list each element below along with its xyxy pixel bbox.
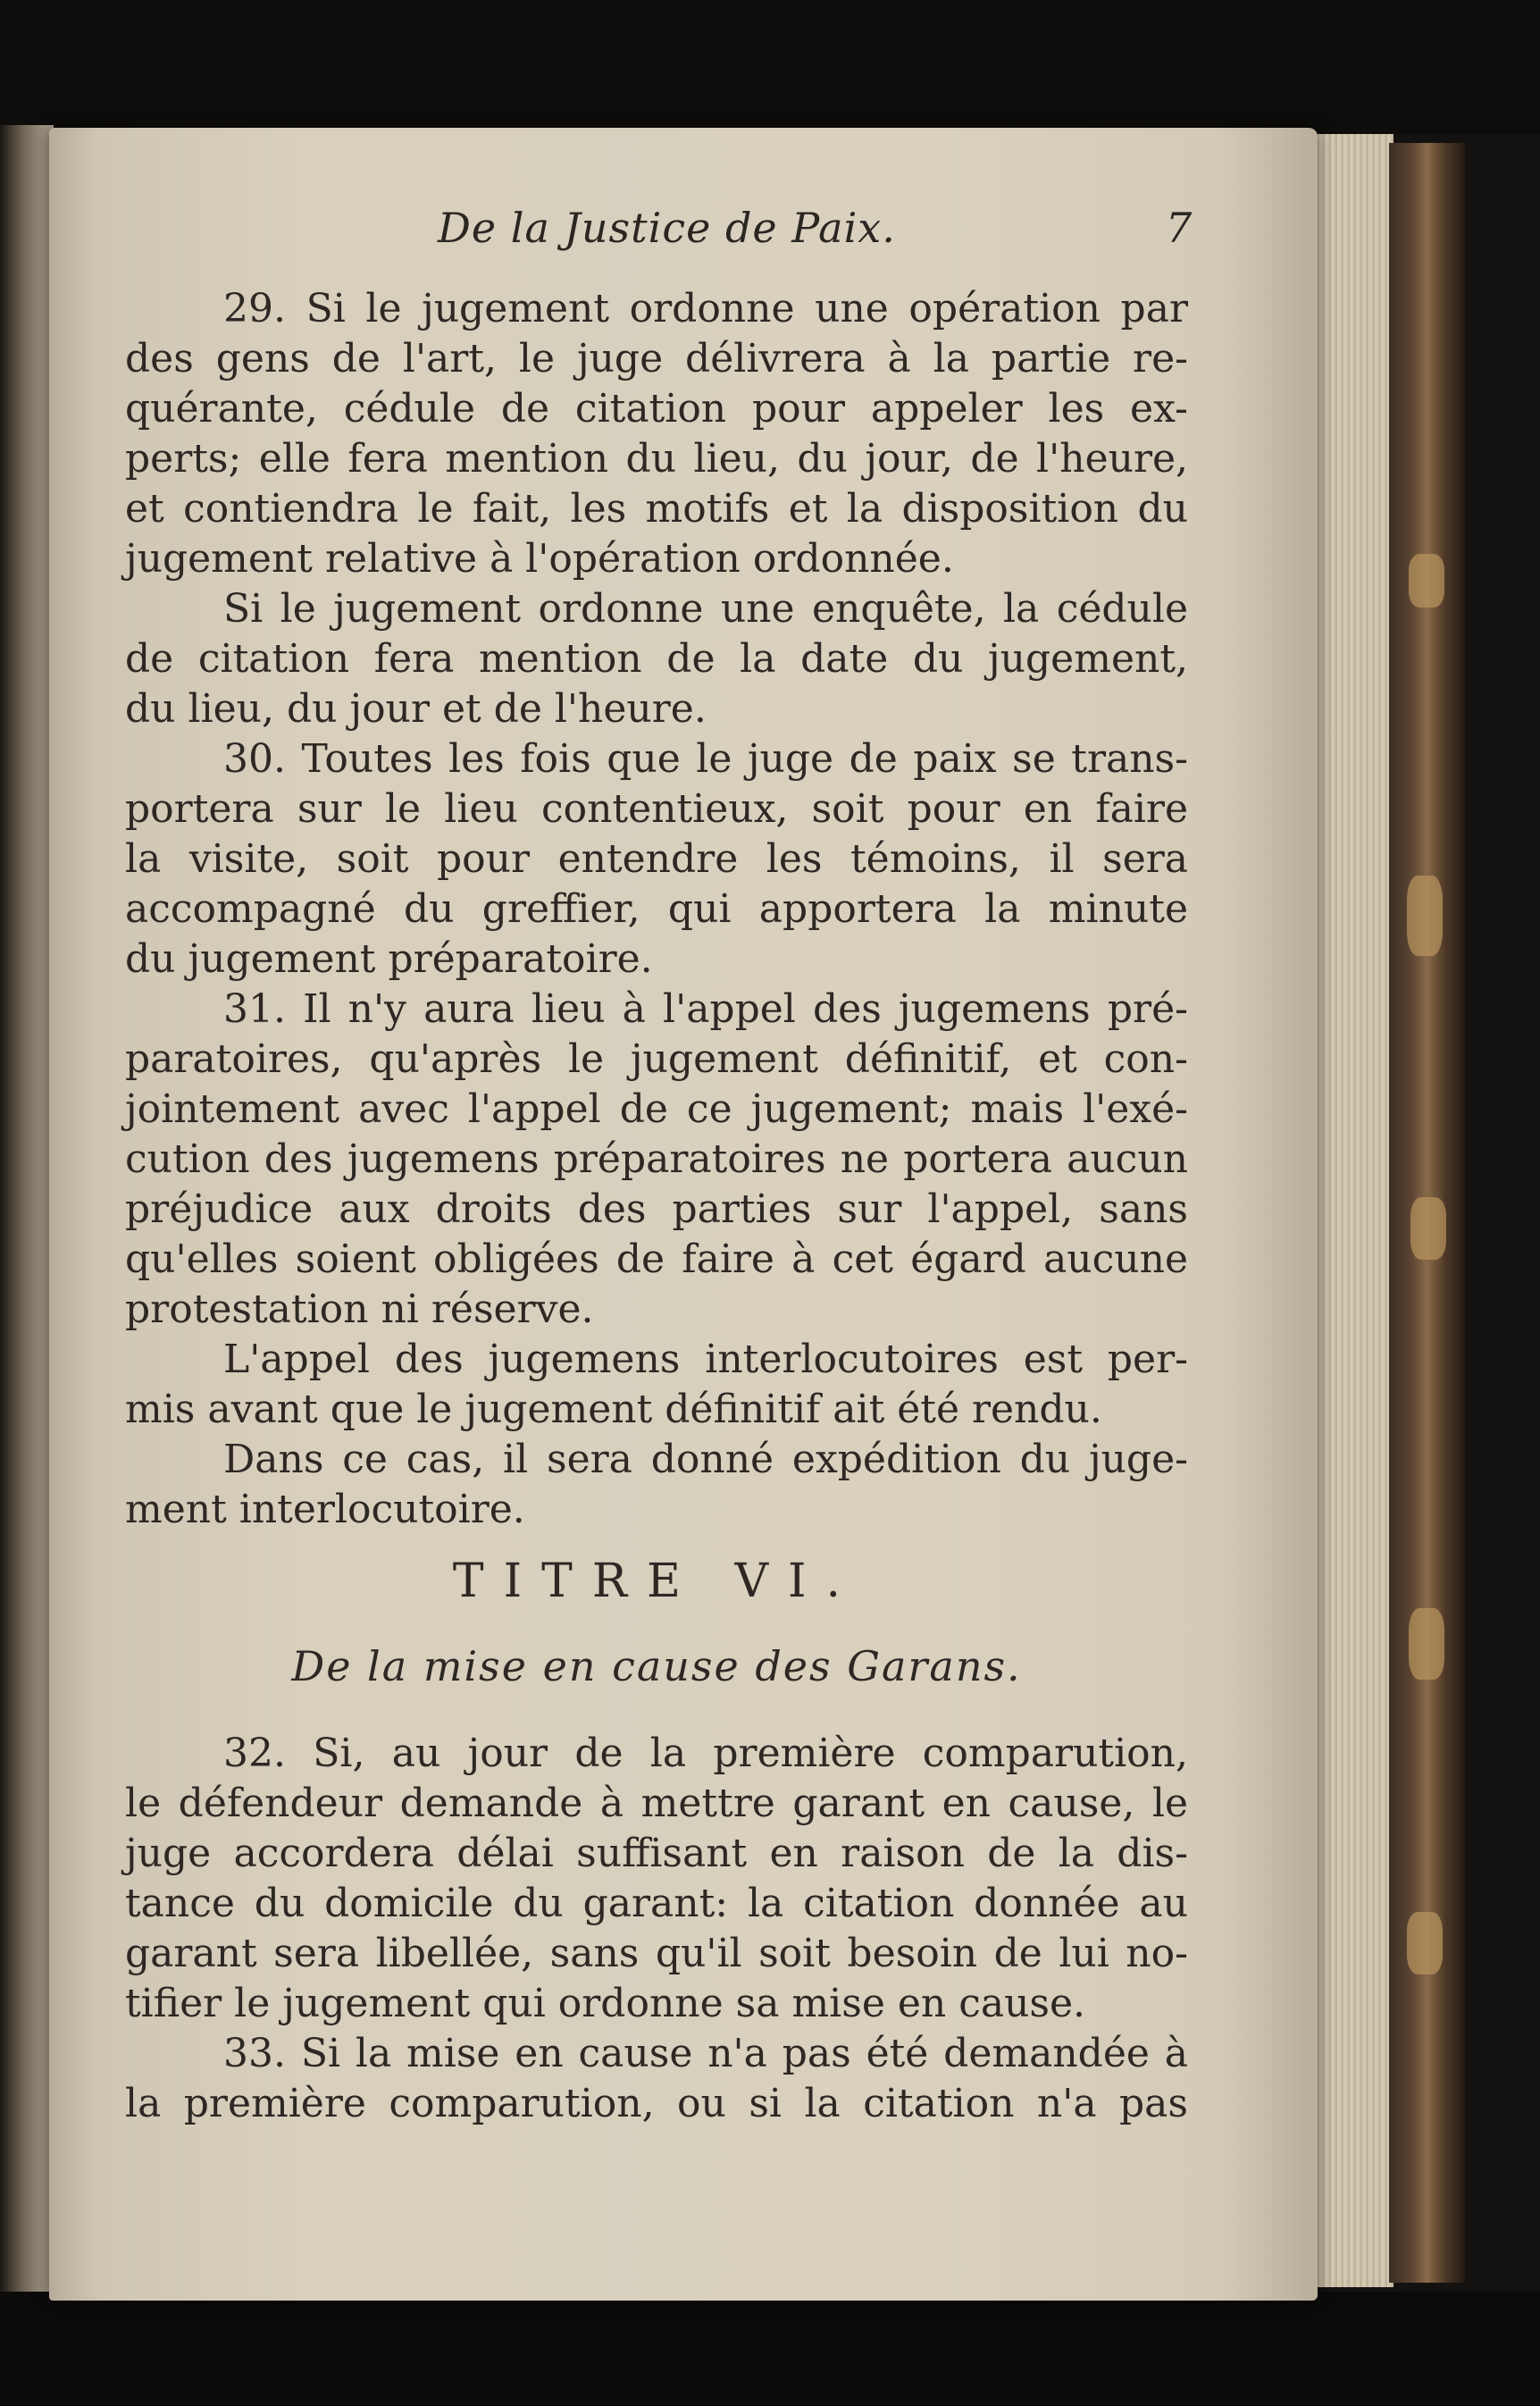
text-line: cution des jugemens préparatoires ne portera aucun	[125, 1136, 1188, 1182]
text-line: tifier le jugement qui ordonne sa mise en cause.	[125, 1981, 1086, 2026]
background-bottom	[0, 2292, 1540, 2406]
text-line: et contiendra le fait, les motifs et la disposition du	[125, 486, 1188, 532]
running-title: De la Justice de Paix.	[438, 204, 896, 252]
text-line: 29. Si le jugement ordonne une opération par	[223, 286, 1188, 331]
text-line: du lieu, du jour et de l'heure.	[125, 686, 707, 732]
text-line: la première comparution, ou si la citation n'a pas	[125, 2081, 1188, 2126]
text-line: L'appel des jugemens interlocutoires est per-	[223, 1337, 1188, 1382]
text-line: Si le jugement ordonne une enquête, la cédule	[223, 586, 1188, 632]
spine-ornament	[1409, 1608, 1444, 1680]
text-line: 30. Toutes les fois que le juge de paix se trans-	[223, 736, 1188, 782]
spine-ornament	[1409, 554, 1444, 608]
text-line: garant sera libellée, sans qu'il soit besoin de lui no-	[125, 1931, 1188, 1976]
text-line: qu'elles soient obligées de faire à cet égard aucune	[125, 1237, 1188, 1282]
running-head	[125, 204, 1197, 266]
text-line: mis avant que le jugement définitif ait été rendu.	[125, 1387, 1102, 1432]
text-line: 33. Si la mise en cause n'a pas été demandée à	[223, 2031, 1188, 2076]
text-line: 32. Si, au jour de la première comparution,	[223, 1731, 1188, 1776]
spine-ornament	[1407, 876, 1443, 956]
text-line: ment interlocutoire.	[125, 1487, 525, 1532]
text-line: la visite, soit pour entendre les témoins, il sera	[125, 836, 1188, 882]
page-stack-edges	[1313, 134, 1394, 2287]
text-line: le défendeur demande à mettre garant en cause, le	[125, 1781, 1188, 1826]
titre-heading: TITRE VI.	[452, 1555, 861, 1608]
text-line: protestation ni réserve.	[125, 1287, 594, 1332]
text-line: portera sur le lieu contentieux, soit pour en faire	[125, 786, 1188, 832]
text-line: préjudice aux droits des parties sur l'appel, sans	[125, 1186, 1188, 1232]
text-line: juge accordera délai suffisant en raison de la dis-	[125, 1831, 1188, 1876]
spine-ornament	[1410, 1197, 1446, 1260]
text-line: 31. Il n'y aura lieu à l'appel des jugemens pré-	[223, 986, 1188, 1032]
spine-ornament	[1407, 1912, 1443, 1974]
text-line: de citation fera mention de la date du jugement,	[125, 636, 1188, 682]
text-line: jointement avec l'appel de ce jugement; mais l'exé-	[125, 1086, 1188, 1132]
section-articles-29-31	[125, 284, 1188, 1535]
text-line: paratoires, qu'après le jugement définitif, et con-	[125, 1036, 1188, 1082]
text-line: tance du domicile du garant: la citation donnée au	[125, 1881, 1188, 1926]
titre-subtitle: De la mise en cause des Garans.	[291, 1642, 1022, 1690]
page-number: 7	[1166, 204, 1193, 252]
section-articles-32-33	[125, 1729, 1188, 2129]
text-line: du jugement préparatoire.	[125, 936, 653, 982]
text-line: Dans ce cas, il sera donné expédition du juge-	[223, 1437, 1188, 1482]
text-line: jugement relative à l'opération ordonnée.	[125, 536, 954, 582]
text-line: quérante, cédule de citation pour appeler les ex-	[125, 386, 1188, 432]
text-line: perts; elle fera mention du lieu, du jour, de l'heure,	[125, 436, 1188, 482]
book-spine	[1389, 143, 1465, 2283]
left-page-edge	[0, 125, 54, 2305]
text-line: des gens de l'art, le juge délivrera à la partie re-	[125, 336, 1188, 381]
text-line: accompagné du greffier, qui apportera la minute	[125, 886, 1188, 932]
background-top	[0, 0, 1540, 134]
